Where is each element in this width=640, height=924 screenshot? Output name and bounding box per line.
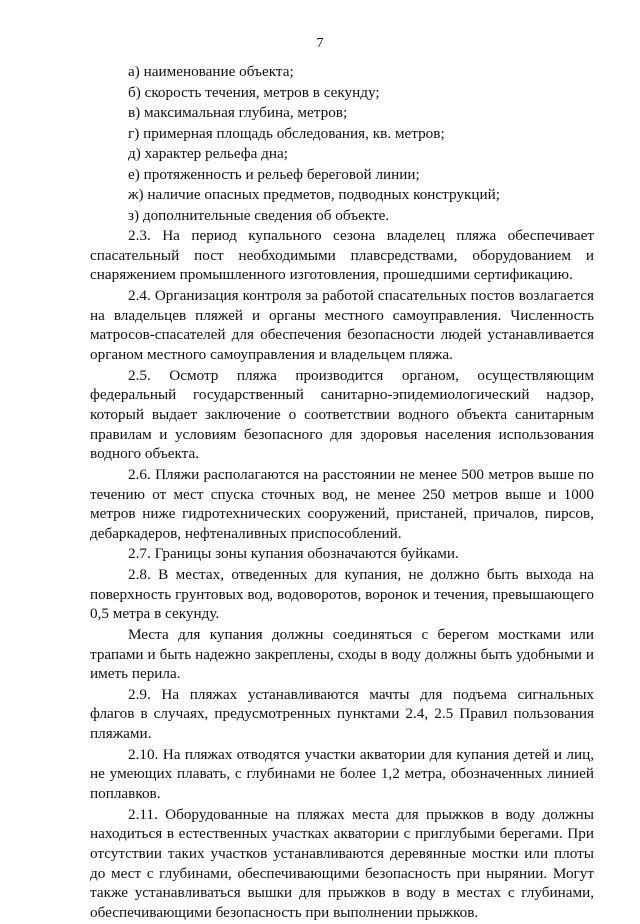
list-item: б) скорость течения, метров в секунду;: [128, 83, 380, 101]
list-item: е) протяженность и рельеф береговой линии;: [128, 165, 420, 183]
page-number: 7: [316, 36, 324, 51]
list-item: з) дополнительные сведения об объекте.: [128, 206, 390, 224]
paragraph-2-9: 2.9. На пляжах устанавливаются мачты для подъема сигнальных флагов в случаях, предусмотренных пунктами 2.4, 2.5 Правил пользования пляжами.: [90, 685, 594, 743]
list-item: ж) наличие опасных предметов, подводных конструкций;: [128, 186, 500, 203]
paragraph-2-10: 2.10. На пляжах отводятся участки акватории для купания детей и лиц, не умеющих плавать, с глубинами не более 1,2 метра, обозначенных линией поплавков.: [90, 745, 594, 803]
list-item: а) наименование объекта;: [128, 63, 294, 80]
paragraph-2-11: 2.11. Оборудованные на пляжах места для прыжков в воду должны находиться в естественных участках акватории с приглубыми берегами. При отсутствии таких участков устанавливаются деревянные мостки или плоты до мест с глубинами, обеспечивающими безопасность при нырянии. Могут также устанавливаться вышки для прыжков в воду в местах с глубинами, обеспечивающими безопасность при выполнении прыжков.: [90, 805, 594, 922]
paragraph-2-4: 2.4. Организация контроля за работой спасательных постов возлагается на владельцев пляжей и органы местного самоуправления. Численность матросов-спасателей для обеспечения безопасности людей устанавливается органом местного самоуправления и владельцем пляжа.: [90, 286, 594, 364]
paragraph-2-5: 2.5. Осмотр пляжа производится органом, осуществляющим федеральный государственный санитарно-эпидемиологический надзор, который выдает заключение о соответствии водного объекта санитарным правилам и условиям безопасного для здоровья населения использования водного объекта.: [90, 366, 594, 463]
paragraph-2-8: 2.8. В местах, отведенных для купания, не должно быть выхода на поверхность грунтовых вод, водоворотов, воронок и течения, превышающего 0,5 метра в секунду.: [90, 565, 594, 623]
paragraph-2-6: 2.6. Пляжи располагаются на расстоянии не менее 500 метров выше по течению от мест спуска сточных вод, не менее 250 метров выше и 1000 метров ниже гидротехнических сооружений, пристаней, причалов, пирсов, дебаркадеров, нефтеналивных приспособлений.: [90, 465, 594, 542]
list-item: в) максимальная глубина, метров;: [128, 104, 348, 121]
paragraph-2-7: 2.7. Границы зоны купания обозначаются буйками.: [128, 545, 459, 563]
list-item: г) примерная площадь обследования, кв. метров;: [128, 124, 445, 142]
inspection-details-list: [90, 62, 594, 225]
document-body: [90, 62, 594, 924]
list-item: д) характер рельефа дна;: [128, 145, 288, 162]
paragraph-2-3: 2.3. На период купального сезона владелец пляжа обеспечивает спасательный пост необходимыми плавсредствами, оборудованием и снаряжением промышленного изготовления, прошедшими сертификацию.: [90, 227, 594, 284]
paragraph-2-8-continued: Места для купания должны соединяться с берегом мостками или трапами и быть надежно закреплены, сходы в воду должны быть удобными и иметь перила.: [90, 625, 594, 683]
